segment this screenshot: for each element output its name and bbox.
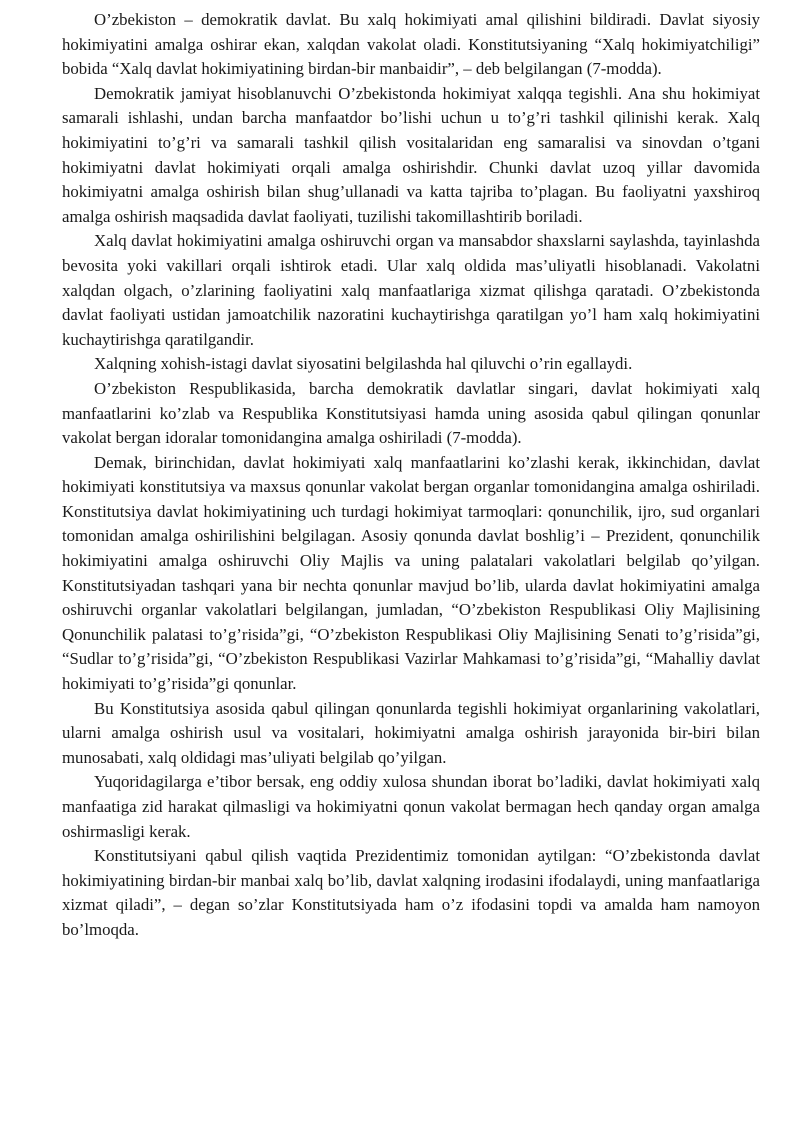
- paragraph: O’zbekiston Respublikasida, barcha demokratik davlatlar singari, davlat hokimiyati xalq manfaatlarini ko’zlab va Respublika Konstitutsiyasi hamda uning asosida qabul qilingan qonunlar vakolat bergan idoralar tomonidangina amalga oshiriladi (7-modda).: [62, 378, 760, 448]
- paragraph: O’zbekiston – demokratik davlat. Bu xalq hokimiyati amal qilishini bildiradi. Davlat siyosiy hokimiyatini amalga oshirar ekan, xalqdan vakolat oladi. Konstitutsiyaning “Xalq hokimiyatchiligi” bobida “Xalq davlat hokimiyatining birdan-bir manbaidir”, – deb belgilangan (7-modda).: [62, 10, 760, 79]
- document-page: [62, 8, 760, 943]
- paragraph: Xalqning xohish-istagi davlat siyosatini belgilashda hal qiluvchi o’rin egallaydi.: [94, 354, 633, 374]
- paragraph: Yuqoridagilarga e’tibor bersak, eng oddiy xulosa shundan iborat bo’ladiki, davlat hokimiyati xalq manfaatiga zid harakat qilmasligi va hokimiyatni qonun vakolat bermagan hech qanday organ amalga oshirmasligi kerak.: [62, 772, 760, 841]
- paragraph: Demak, birinchidan, davlat hokimiyati xalq manfaatlarini ko’zlashi kerak, ikkinchidan, davlat hokimiyati konstitutsiya va maxsus qonunlar vakolat bergan organlar tomonidangina amalga oshiriladi. Konstitutsiya davlat hokimiyatining uch turdagi hokimiyat tarmoqlari: qonunchilik, ijro, sud organlari tomonidan amalga oshirilishini belgilagan. Asosiy qonunda davlat boshlig’i – Prezident, qonunchilik hokimiyatini amalga oshiruvchi Oliy Majlis va uning palatalari vakolatlari belgilab qo’yilgan. Konstitutsiyadan tashqari yana bir nechta qonunlar mavjud bo’lib, ularda davlat hokimiyatini amalga oshiruvchi organlar vakolatlari belgilangan, jumladan, “O’zbekiston Respublikasi Oliy Majlisining Qonunchilik palatasi to’g’risida”gi, “O’zbekiston Respublikasi Oliy Majlisining Senati to’g’risida”gi, “Sudlar to’g’risida”gi, “O’zbekiston Respublikasi Vazirlar Mahkamasi to’g’risida”gi, “Mahalliy davlat hokimiyati to’g’risida”gi qonunlar.: [62, 452, 760, 694]
- paragraph: Demokratik jamiyat hisoblanuvchi O’zbekistonda hokimiyat xalqqa tegishli. Ana shu hokimiyat samarali ishlashi, undan barcha manfaatdor bo’lishi uchun u to’g’ri tashkil qilinishi kerak. Xalq hokimiyatini to’g’ri va samarali tashkil qilish vositalaridan eng samaralisi va sinovdan o’tgani hokimiyatni davlat hokimiyati orqali amalga oshirishdir. Chunki davlat uzoq yillar davomida hokimiyatni amalga oshirish bilan shug’ullanadi va katta tajriba to’plagan. Bu faoliyatni yaxshiroq amalga oshirish maqsadida davlat faoliyati, tuzilishi takomillashtirib boriladi.: [62, 83, 760, 226]
- paragraph: Konstitutsiyani qabul qilish vaqtida Prezidentimiz tomonidan aytilgan: “O’zbekistonda davlat hokimiyatining birdan-bir manbai xalq bo’lib, davlat xalqning irodasini ifodalaydi, uning manfaatlariga xizmat qiladi”, – degan so’zlar Konstitutsiyada ham o’z ifodasini topdi va amalda ham namoyon bo’lmoqda.: [62, 846, 760, 939]
- paragraph: Bu Konstitutsiya asosida qabul qilingan qonunlarda tegishli hokimiyat organlarining vakolatlari, ularni amalga oshirish usul va vositalari, hokimiyatni amalga oshirish jarayonida bir-biri bilan munosabati, xalq oldidagi mas’uliyati belgilab qo’yilgan.: [62, 698, 760, 767]
- paragraph: Xalq davlat hokimiyatini amalga oshiruvchi organ va mansabdor shaxslarni saylashda, tayinlashda bevosita yoki vakillari orqali ishtirok etadi. Ular xalq oldida mas’uliyatli hisoblanadi. Vakolatni xalqdan olgach, o’zlarining faoliyatini xalq manfaatlariga xizmat qilishga qaratadi. O’zbekistonda davlat faoliyati ustidan jamoatchilik nazoratini kuchaytirishga qaratilgan yo’l ham xalq hokimiyatini kuchaytirishga qaratilgandir.: [62, 231, 760, 349]
